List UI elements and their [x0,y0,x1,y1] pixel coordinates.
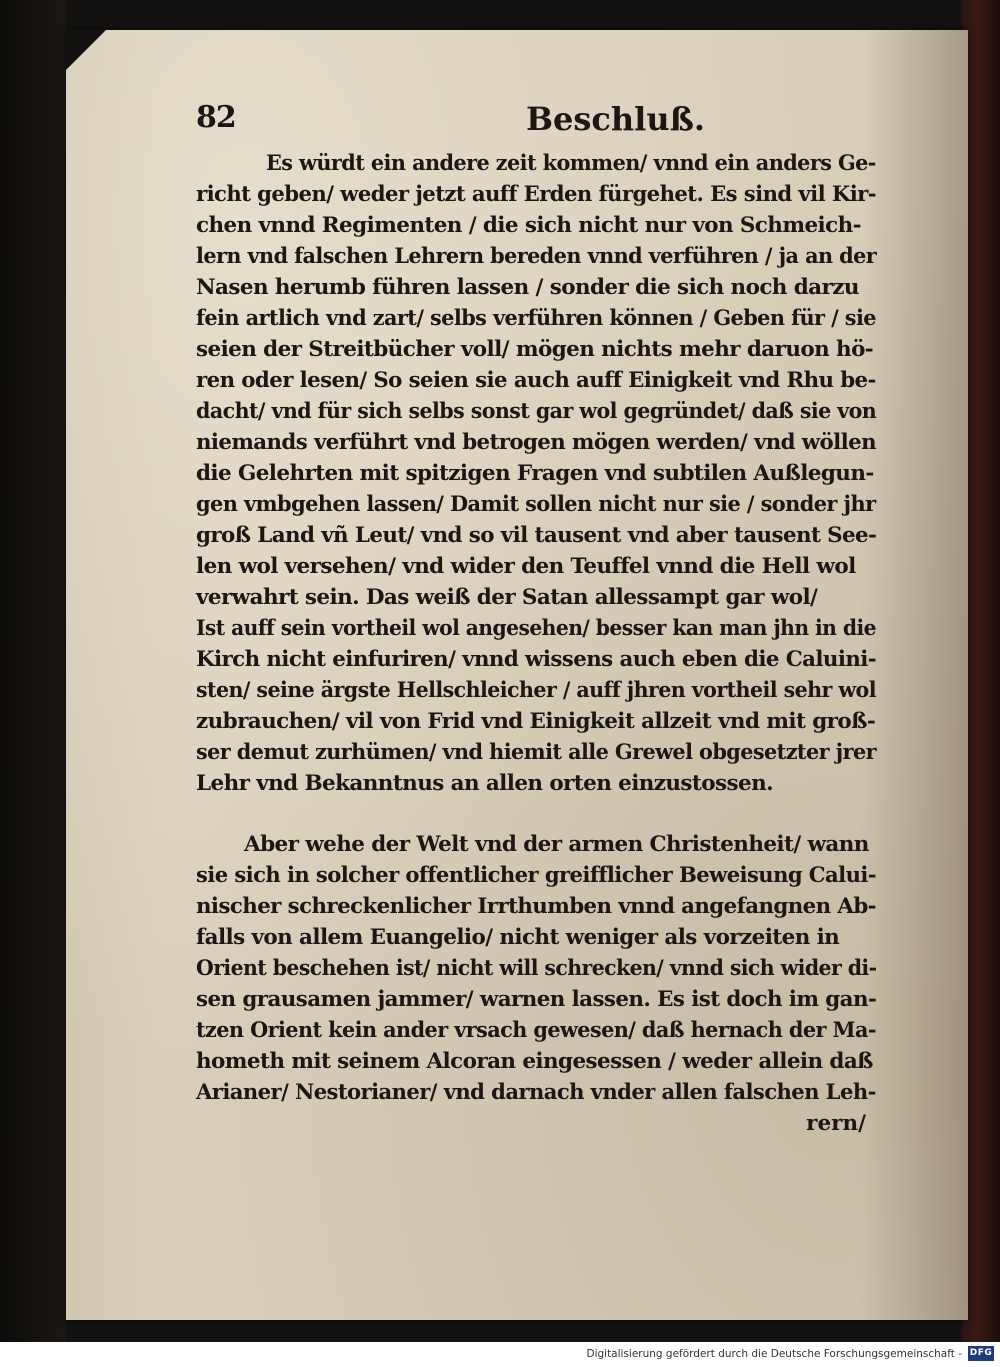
text-line: Aber wehe der Welt vnd der armen Christenheit/ wann [244,832,869,857]
dfg-logo: DFG [968,1346,994,1361]
text-line: sen grausamen jammer/ warnen lassen. Es ist doch im gan- [196,987,877,1012]
text-line: gen vmbgehen lassen/ Damit sollen nicht nur sie / sonder jhr [196,492,876,517]
catchword: rern/ [806,1111,866,1136]
text-line: tzen Orient kein ander vrsach gewesen/ daß hernach der Ma- [196,1018,876,1043]
text-block [196,100,876,1139]
footer-credit: Digitalisierung gefördert durch die Deutsche Forschungsgemeinschaft - [586,1348,962,1360]
running-head: Beschluß. [526,100,706,138]
text-line: groß Land vñ Leut/ vnd so vil tausent vnd aber tausent See- [196,523,877,548]
text-line: ser demut zurhümen/ vnd hiemit alle Grewel obgesetzter jrer [196,740,876,765]
book-edge-left [0,0,66,1342]
text-line: nischer schreckenlicher Irrthumben vnnd angefangnen Ab- [196,894,876,919]
text-line: hometh mit seinem Alcoran eingesessen / weder allein daß [196,1049,873,1074]
text-line: richt geben/ weder jetzt auff Erden fürgehet. Es sind vil Kir- [196,182,876,207]
text-line: verwahrt sein. Das weiß der Satan allessampt gar wol/ [196,585,818,610]
paragraph-2 [196,829,876,1108]
text-line: ren oder lesen/ So seien sie auch auff Einigkeit vnd Rhu be- [196,368,876,393]
digitization-footer [0,1342,1000,1367]
text-line: Kirch nicht einfuriren/ vnnd wissens auch eben die Caluini- [196,647,877,672]
text-line: seien der Streitbücher voll/ mögen nichts mehr daruon hö- [196,337,874,362]
text-line: fein artlich vnd zart/ selbs verführen können / Geben für / sie [196,306,876,331]
text-line: zubrauchen/ vil von Frid vnd Einigkeit allzeit vnd mit groß- [196,709,876,734]
page-number: 82 [196,100,236,135]
page-corner [66,30,106,70]
text-line: die Gelehrten mit spitzigen Fragen vnd subtilen Außlegun- [196,461,874,486]
text-line: Nasen herumb führen lassen / sonder die sich noch darzu [196,275,859,300]
paragraph-1 [196,148,876,799]
text-line: chen vnnd Regimenten / die sich nicht nur von Schmeich- [196,213,861,238]
text-line: Ist auff sein vortheil wol angesehen/ besser kan man jhn in die [196,616,876,641]
text-line: Orient beschehen ist/ nicht will schrecken/ vnnd sich wider di- [196,956,877,981]
text-line: sie sich in solcher offentlicher greifflicher Beweisung Calui- [196,863,876,888]
text-line: Arianer/ Nestorianer/ vnd darnach vnder allen falschen Leh- [196,1080,876,1105]
text-line: sten/ seine ärgste Hellschleicher / auff jhren vortheil sehr wol [196,678,876,703]
text-line: niemands verführt vnd betrogen mögen werden/ vnd wöllen [196,430,877,455]
text-line: len wol versehen/ vnd wider den Teuffel vnnd die Hell wol [196,554,856,579]
text-line: lern vnd falschen Lehrern bereden vnnd verführen / ja an der [196,244,877,269]
text-line: Es würdt ein andere zeit kommen/ vnnd ein anders Ge- [266,151,876,176]
page-header [196,100,876,148]
text-line: falls von allem Euangelio/ nicht weniger als vorzeiten in [196,925,840,950]
text-line: dacht/ vnd für sich selbs sonst gar wol gegründet/ daß sie von [196,399,877,424]
text-line: Lehr vnd Bekanntnus an allen orten einzustossen. [196,771,774,796]
